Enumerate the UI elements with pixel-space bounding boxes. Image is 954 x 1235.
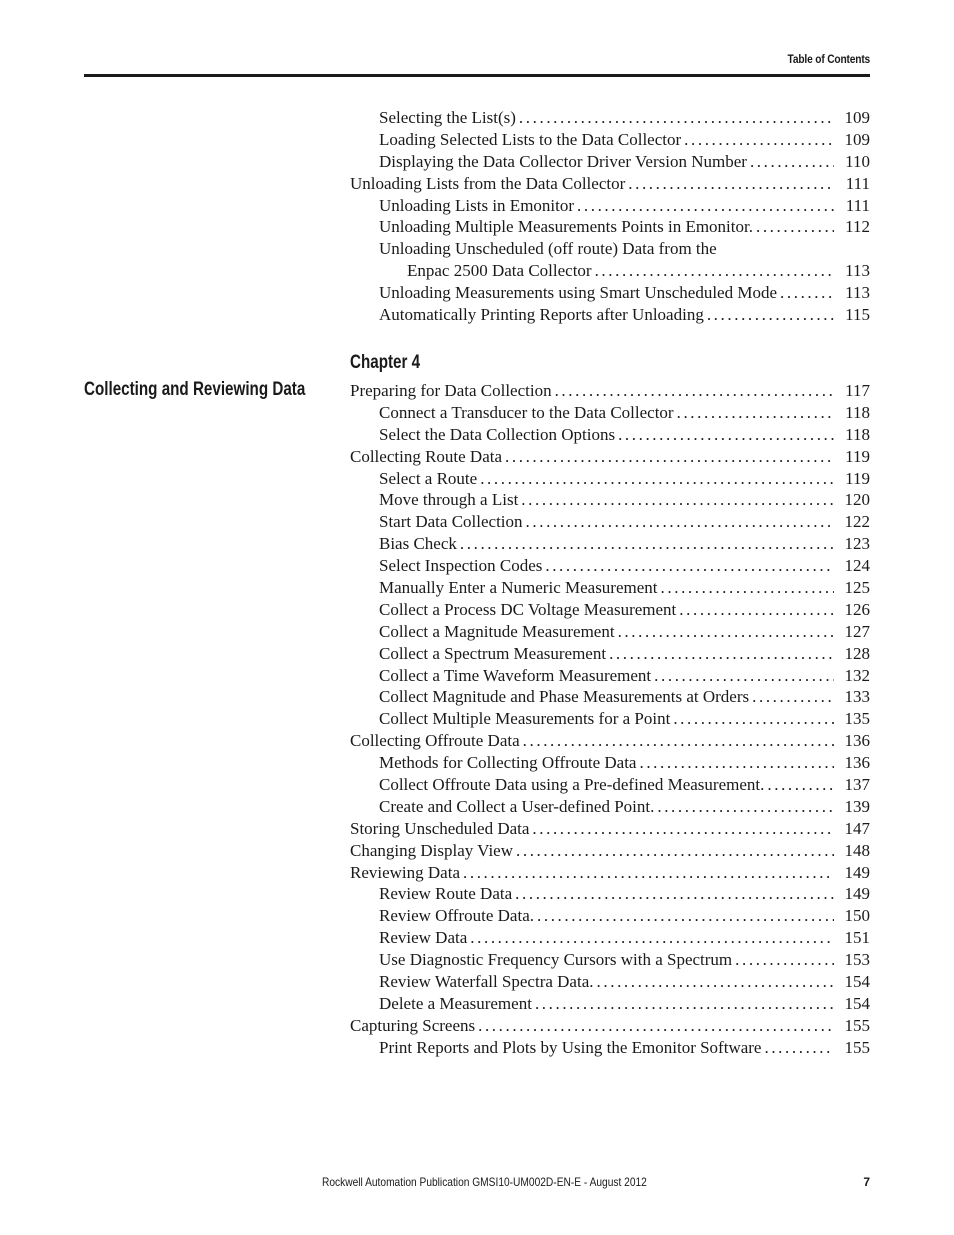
toc-leader-dots <box>526 511 834 533</box>
toc-entry-title: Unloading Lists in Emonitor <box>379 195 575 215</box>
toc-entry[interactable] <box>350 927 870 949</box>
toc-entry-title: Review Route Data <box>379 884 513 904</box>
toc-entry[interactable] <box>350 533 870 555</box>
toc-entry-page: 111 <box>845 173 870 193</box>
toc-entry-page: 122 <box>844 512 870 532</box>
toc-leader-dots <box>639 752 834 774</box>
toc-entry[interactable] <box>350 238 870 260</box>
toc-entry-page: 112 <box>845 217 870 237</box>
toc-entry[interactable] <box>350 708 870 730</box>
toc-leader-dots <box>532 818 834 840</box>
toc-entry-title: Loading Selected Lists to the Data Collector <box>379 129 682 149</box>
toc-entry-title: Collecting Offroute Data <box>350 731 520 751</box>
toc-entry-title: Automatically Printing Reports after Unloading <box>379 305 704 325</box>
toc-entry-title: Select a Route <box>379 468 478 488</box>
toc-entry[interactable] <box>350 774 870 796</box>
toc-leader-dots <box>516 840 834 862</box>
toc-leader-dots <box>523 730 834 752</box>
toc-entry[interactable] <box>350 665 870 687</box>
toc-entry-page: 151 <box>844 928 870 948</box>
toc-entry[interactable] <box>350 621 870 643</box>
toc-leader-dots <box>618 621 834 643</box>
toc-entry-title: Connect a Transducer to the Data Collector <box>379 402 674 422</box>
toc-leader-dots <box>756 216 834 238</box>
toc-entry-title: Changing Display View <box>350 840 513 860</box>
toc-entry-title: Methods for Collecting Offroute Data <box>379 753 637 773</box>
toc-chapter-list <box>350 380 870 1059</box>
toc-entry-title: Review Offroute Data. <box>379 906 534 926</box>
toc-entry-title: Displaying the Data Collector Driver Version Number <box>379 151 747 171</box>
toc-entry-page: 110 <box>845 151 870 171</box>
toc-entry-page: 137 <box>844 775 870 795</box>
toc-entry-title: Collect a Spectrum Measurement <box>379 643 607 663</box>
toc-entry-page: 135 <box>844 709 870 729</box>
toc-entry-page: 139 <box>844 796 870 816</box>
toc-entry-page: 150 <box>844 906 870 926</box>
toc-leader-dots <box>555 380 834 402</box>
toc-entry-title: Select the Data Collection Options <box>379 424 616 444</box>
toc-leader-dots <box>470 927 834 949</box>
toc-entry-title: Collect a Process DC Voltage Measurement <box>379 599 677 619</box>
toc-entry-title: Print Reports and Plots by Using the Emonitor Software <box>379 1037 762 1057</box>
toc-entry[interactable] <box>350 730 870 752</box>
toc-leader-dots <box>609 643 834 665</box>
toc-entry[interactable] <box>350 1015 870 1037</box>
toc-entry-page: 109 <box>844 108 870 127</box>
toc-leader-dots <box>478 1015 834 1037</box>
toc-entry-page: 132 <box>844 665 870 685</box>
toc-entry[interactable] <box>350 402 870 424</box>
toc-entry[interactable] <box>350 796 870 818</box>
toc-entry-page: 147 <box>844 818 870 838</box>
toc-entry-title: Collecting Route Data <box>350 446 503 466</box>
toc-leader-dots <box>750 151 834 173</box>
toc-leader-dots <box>537 905 834 927</box>
toc-entry[interactable] <box>350 489 870 511</box>
footer-publication: Rockwell Automation Publication GMSI10-UM002D-EN-E - August 2012 <box>322 1175 647 1189</box>
toc-entry[interactable] <box>350 424 870 446</box>
toc-entry[interactable] <box>350 949 870 971</box>
toc-leader-dots <box>767 774 834 796</box>
toc-entry-page: 119 <box>845 468 870 488</box>
toc-entry-page: 119 <box>845 446 870 466</box>
toc-leader-dots <box>677 402 834 424</box>
toc-entry[interactable] <box>350 905 870 927</box>
toc-entry[interactable] <box>350 282 870 304</box>
toc-entry-page: 109 <box>844 129 870 149</box>
toc-entry-title: Unloading Measurements using Smart Unscheduled Mode <box>379 283 778 303</box>
toc-entry-page: 136 <box>844 753 870 773</box>
toc-leader-dots <box>673 708 834 730</box>
toc-leader-dots <box>752 686 834 708</box>
toc-entry-page: 117 <box>845 381 870 400</box>
toc-entry[interactable] <box>350 643 870 665</box>
toc-entry-title: Move through a List <box>379 490 519 510</box>
chapter-label: Chapter 4 <box>350 352 421 373</box>
toc-entry-title: Collect a Time Waveform Measurement <box>379 665 652 685</box>
toc-entry-page: 118 <box>845 402 870 422</box>
toc-leader-dots <box>597 971 834 993</box>
toc-entry[interactable] <box>350 380 870 402</box>
toc-entry-page: 125 <box>844 578 870 598</box>
toc-entry[interactable] <box>350 599 870 621</box>
toc-entry[interactable] <box>350 468 870 490</box>
toc-leader-dots <box>735 949 834 971</box>
toc-leader-dots <box>780 282 834 304</box>
toc-entry[interactable] <box>350 818 870 840</box>
toc-entry-title: Unloading Unscheduled (off route) Data from the <box>379 239 717 259</box>
toc-entry[interactable] <box>350 129 870 151</box>
footer-page-number: 7 <box>863 1175 870 1189</box>
toc-entry-page: 126 <box>844 599 870 619</box>
toc-entry[interactable] <box>350 304 870 326</box>
toc-entry-title: Bias Check <box>379 534 457 554</box>
toc-entry[interactable] <box>350 260 870 282</box>
toc-entry-title: Use Diagnostic Frequency Cursors with a Spectrum <box>379 950 733 970</box>
toc-entry-title: Review Data <box>379 928 468 948</box>
toc-leader-dots <box>628 173 834 195</box>
toc-entry-page: 115 <box>845 305 870 325</box>
toc-entry-title: Collect a Magnitude Measurement <box>379 621 615 641</box>
toc-entry-title: Unloading Lists from the Data Collector <box>350 173 626 193</box>
toc-entry[interactable] <box>350 993 870 1015</box>
toc-entry-title: Manually Enter a Numeric Measurement <box>379 578 658 598</box>
toc-entry-page: 123 <box>844 534 870 554</box>
toc-entry[interactable] <box>350 446 870 468</box>
toc-leader-dots <box>505 446 834 468</box>
toc-entry[interactable] <box>350 971 870 993</box>
toc-entry-title: Collect Multiple Measurements for a Point <box>379 709 671 729</box>
toc-entry-page: 127 <box>844 621 870 641</box>
toc-entry[interactable] <box>350 555 870 577</box>
toc-entry-page: 113 <box>845 283 870 303</box>
toc-leader-dots <box>480 468 834 490</box>
toc-leader-dots <box>707 304 834 326</box>
toc-entry-title: Delete a Measurement <box>379 993 532 1013</box>
toc-leader-dots <box>679 599 834 621</box>
toc-entry-title: Unloading Multiple Measurements Points in Emonitor. <box>379 217 753 237</box>
toc-entry-page: 133 <box>844 687 870 707</box>
toc-entry[interactable] <box>350 1037 870 1059</box>
toc-entry[interactable] <box>350 686 870 708</box>
toc-leader-dots <box>535 993 834 1015</box>
toc-entry-title: Storing Unscheduled Data <box>350 818 530 838</box>
toc-entry[interactable] <box>350 883 870 905</box>
toc-entry[interactable] <box>350 107 870 129</box>
toc-leader-dots <box>577 195 834 217</box>
toc-entry-page: 111 <box>845 195 870 215</box>
toc-entry-page: 155 <box>844 1015 870 1035</box>
toc-entry-page: 149 <box>844 862 870 882</box>
toc-leader-dots <box>521 489 834 511</box>
toc-entry-title: Create and Collect a User-defined Point. <box>379 796 655 816</box>
toc-entry-title: Enpac 2500 Data Collector <box>407 261 592 281</box>
toc-entry-page: 154 <box>844 993 870 1013</box>
chapter-title: Collecting and Reviewing Data <box>84 379 306 400</box>
toc-leader-dots <box>764 1037 834 1059</box>
toc-entry-title: Reviewing Data <box>350 862 460 882</box>
toc-entry-title: Start Data Collection <box>379 512 523 532</box>
toc-leader-dots <box>519 107 834 129</box>
toc-continued-list <box>350 107 870 326</box>
toc-leader-dots <box>618 424 834 446</box>
toc-entry-title: Select Inspection Codes <box>379 556 543 576</box>
toc-entry-page: 136 <box>844 731 870 751</box>
toc-leader-dots <box>684 129 834 151</box>
toc-leader-dots <box>463 862 834 884</box>
toc-entry-title: Review Waterfall Spectra Data. <box>379 972 594 992</box>
header-section-label: Table of Contents <box>787 52 870 66</box>
toc-leader-dots <box>654 665 834 687</box>
toc-entry-page: 154 <box>844 972 870 992</box>
toc-leader-dots <box>460 533 834 555</box>
toc-entry[interactable] <box>350 577 870 599</box>
toc-entry-page: 118 <box>845 424 870 444</box>
toc-leader-dots <box>545 555 834 577</box>
toc-entry-page: 120 <box>844 490 870 510</box>
toc-entry-title: Selecting the List(s) <box>379 108 516 127</box>
toc-entry-page: 113 <box>845 261 870 281</box>
toc-entry[interactable] <box>350 151 870 173</box>
toc-entry[interactable] <box>350 840 870 862</box>
header-rule <box>84 74 870 77</box>
toc-leader-dots <box>515 883 834 905</box>
toc-entry-page: 153 <box>844 950 870 970</box>
toc-entry-page: 155 <box>844 1037 870 1057</box>
toc-entry-title: Capturing Screens <box>350 1015 476 1035</box>
toc-entry-page: 124 <box>844 556 870 576</box>
toc-entry-page: 149 <box>844 884 870 904</box>
toc-entry[interactable] <box>350 216 870 238</box>
toc-entry[interactable] <box>350 173 870 195</box>
toc-entry[interactable] <box>350 862 870 884</box>
toc-entry[interactable] <box>350 752 870 774</box>
toc-entry[interactable] <box>350 195 870 217</box>
toc-entry-title: Collect Offroute Data using a Pre-defined Measurement. <box>379 775 765 795</box>
toc-leader-dots <box>661 577 834 599</box>
toc-leader-dots <box>657 796 834 818</box>
toc-entry-page: 148 <box>844 840 870 860</box>
toc-leader-dots <box>595 260 834 282</box>
toc-entry[interactable] <box>350 511 870 533</box>
toc-entry-title: Preparing for Data Collection <box>350 381 552 400</box>
toc-entry-page: 128 <box>844 643 870 663</box>
toc-entry-title: Collect Magnitude and Phase Measurements at Orders <box>379 687 750 707</box>
